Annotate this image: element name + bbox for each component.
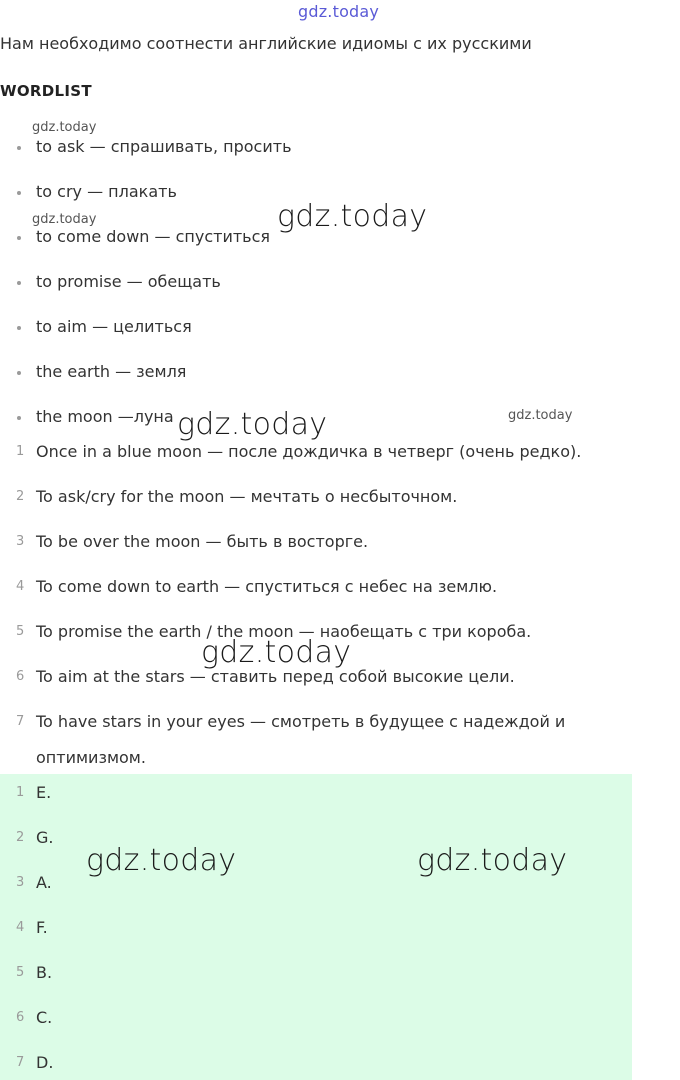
idiom-text: To have stars in your eyes — смотреть в будущее с надеждой и (36, 712, 566, 731)
watermark-large: gdz.today (177, 407, 328, 442)
watermark-large: gdz.today (417, 843, 568, 878)
watermark-large: gdz.today (277, 199, 428, 234)
item-number: 6 (16, 1010, 25, 1025)
list-item-text: to cry — плакать (36, 182, 177, 201)
watermark-large: gdz.today (86, 843, 237, 878)
idiom-text: To ask/cry for the moon — мечтать о несбыточном. (36, 487, 458, 506)
answer-letter: A. (36, 873, 52, 892)
item-number: 7 (16, 1055, 25, 1070)
item-number: 2 (16, 489, 25, 504)
item-number: 5 (16, 965, 25, 980)
item-number: 5 (16, 624, 25, 639)
answer-letter: C. (36, 1008, 53, 1027)
bullet-icon (17, 146, 21, 150)
list-item-text: to come down — спуститься (36, 227, 271, 246)
list-item-text: the moon —луна (36, 407, 174, 426)
item-number: 2 (16, 830, 25, 845)
answer-letter: E. (36, 783, 52, 802)
wordlist-heading: WORDLIST (0, 82, 92, 100)
item-number: 3 (16, 875, 25, 890)
idiom-text: To come down to earth — спуститься с небес на землю. (36, 577, 498, 596)
idiom-text: To aim at the stars — ставить перед собой высокие цели. (36, 667, 515, 686)
watermark-small: gdz.today (508, 408, 573, 423)
site-watermark-top: gdz.today (298, 2, 380, 21)
bullet-icon (17, 371, 21, 375)
list-item-text: to aim — целиться (36, 317, 192, 336)
list-item-text: to promise — обещать (36, 272, 221, 291)
item-number: 1 (16, 785, 25, 800)
idiom-text: To promise the earth / the moon — наобещать с три короба. (36, 622, 532, 641)
answer-letter: G. (36, 828, 54, 847)
item-number: 6 (16, 669, 25, 684)
bullet-icon (17, 281, 21, 285)
item-number: 4 (16, 579, 25, 594)
item-number: 4 (16, 920, 25, 935)
list-item-text: the earth — земля (36, 362, 187, 381)
item-number: 7 (16, 714, 25, 729)
idiom-text: Once in a blue moon — после дождичка в четверг (очень редко). (36, 442, 582, 461)
task-instruction: Нам необходимо соотнести английские идиомы с их русскими (0, 34, 532, 53)
answer-letter: D. (36, 1053, 54, 1072)
watermark-small: gdz.today (32, 212, 97, 227)
bullet-icon (17, 236, 21, 240)
watermark-large: gdz.today (201, 635, 352, 670)
item-number: 1 (16, 444, 25, 459)
item-number: 3 (16, 534, 25, 549)
answer-letter: B. (36, 963, 53, 982)
bullet-icon (17, 416, 21, 420)
answer-letter: F. (36, 918, 48, 937)
answers-panel (0, 774, 632, 1080)
list-item-text: to ask — спрашивать, просить (36, 137, 292, 156)
idiom-text-continuation: оптимизмом. (36, 748, 146, 767)
bullet-icon (17, 326, 21, 330)
watermark-small: gdz.today (32, 120, 97, 135)
idiom-text: To be over the moon — быть в восторге. (36, 532, 369, 551)
bullet-icon (17, 191, 21, 195)
